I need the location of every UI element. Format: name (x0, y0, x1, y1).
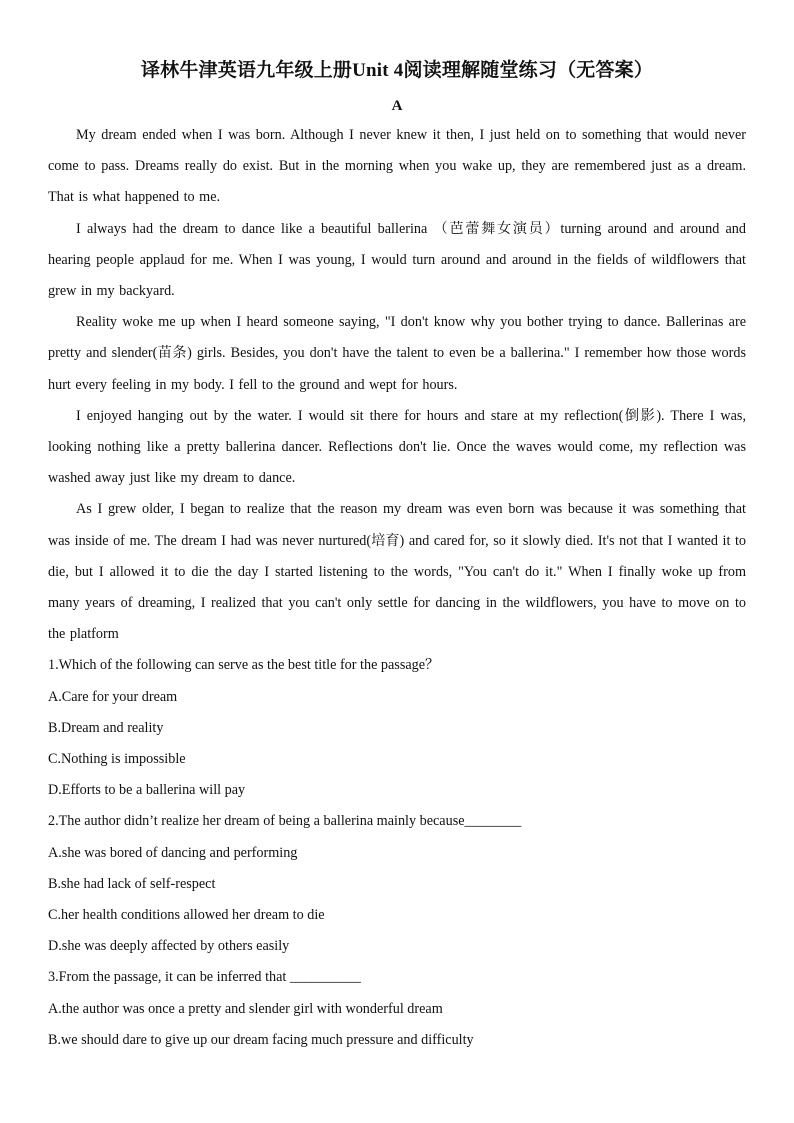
question-3 (48, 962, 746, 1056)
option-a: A.Care for your dream (48, 688, 178, 705)
option-d: D.Efforts to be a ballerina will pay (48, 782, 246, 799)
question-stem: 3.From the passage, it can be inferred that __________ (48, 969, 361, 986)
paragraph: As I grew older, I began to realize that the reason my dream was even born was because it was something that was inside of me. The dream I had was never nurtured(培育) and cared for, so it slowly died. It's not that I wanted it to die, but I allowed it to die the day I started listening to the words, "You can't do it." When I finally woke up from many years of dreaming, I realized that you can't only settle for dancing in the wildflowers, you have to move on to the platform (48, 501, 746, 643)
option-a: A.she was bored of dancing and performing (48, 844, 298, 861)
paragraph: My dream ended when I was born. Although I never knew it then, I just held on to something that would never come to pass. Dreams really do exist. But in the morning when you wake up, they are remembered just as a dream. That is what happened to me. (48, 127, 746, 206)
option-a: A.the author was once a pretty and slender girl with wonderful dream (48, 1000, 443, 1017)
document-page (48, 58, 746, 1056)
option-b: B.we should dare to give up our dream facing much pressure and difficulty (48, 1031, 474, 1048)
document-title: 译林牛津英语九年级上册Unit 4阅读理解随堂练习（无答案） (140, 60, 654, 81)
paragraph: I enjoyed hanging out by the water. I would sit there for hours and stare at my reflection(倒影). There I was, looking nothing like a pretty ballerina dancer. Reflections don't lie. Once the waves would come, my reflection was washed away just like my dream to dance. (48, 407, 746, 487)
paragraph: Reality woke me up when I heard someone saying, "I don't know why you bother trying to dance. Ballerinas are pretty and slender(苗条) girls. Besides, you don't have the talent to even be a ballerina." I remember how those words hurt every feeling in my body. I fell to the ground and wept for hours. (48, 314, 746, 393)
question-stem: 1.Which of the following can serve as the best title for the passage？ (48, 657, 440, 674)
option-c: C.Nothing is impossible (48, 751, 186, 768)
question-2 (48, 806, 746, 962)
option-b: B.she had lack of self-respect (48, 875, 216, 892)
question-1 (48, 650, 746, 806)
passage (48, 120, 746, 650)
section-label: A (391, 98, 403, 114)
question-stem: 2.The author didn’t realize her dream of being a ballerina mainly because________ (48, 813, 522, 830)
option-d: D.she was deeply affected by others easily (48, 938, 290, 955)
option-c: C.her health conditions allowed her dream to die (48, 907, 325, 924)
option-b: B.Dream and reality (48, 719, 164, 736)
paragraph: I always had the dream to dance like a beautiful ballerina （芭蕾舞女演员）turning around and around and hearing people applaud for me. When I was young, I would turn around and around in the fields of wildflowers that grew in my backyard. (48, 220, 746, 300)
